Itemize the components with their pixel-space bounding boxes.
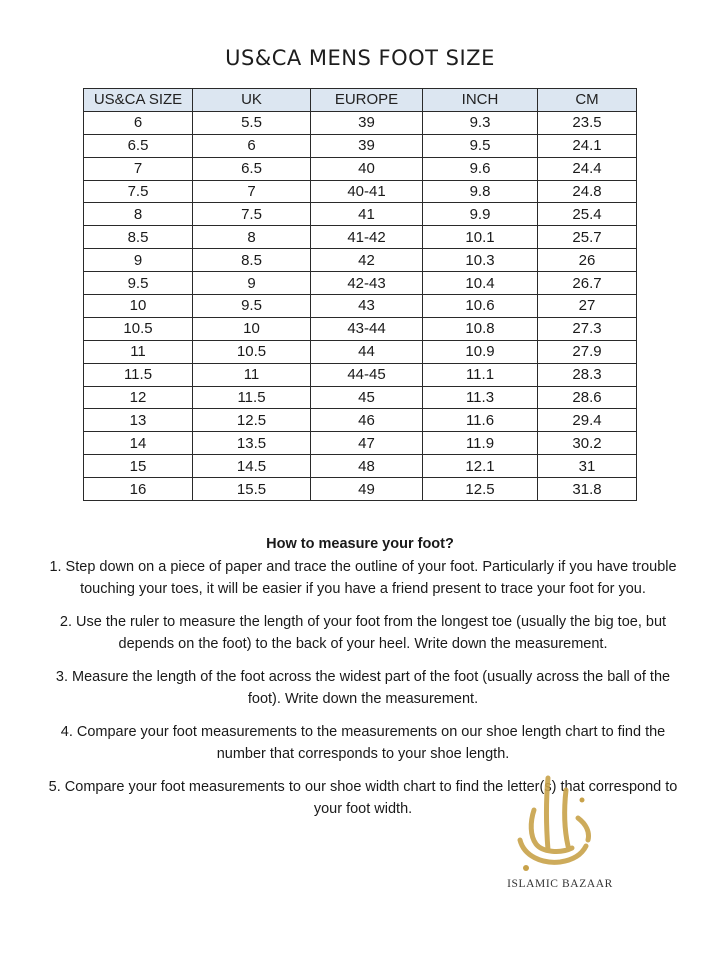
column-header-inch: INCH [423,89,538,112]
table-row [84,226,637,249]
table-cell-cm: 24.8 [538,180,637,203]
table-cell-cm: 23.5 [538,111,637,134]
table-cell-uk: 10.5 [193,340,311,363]
table-cell-europe: 39 [311,111,423,134]
instruction-step-1: 1. Step down on a piece of paper and trace the outline of your foot. Particularly if you have trouble touching your toes, it will be easier if you have a friend present to trace your foot for you. [49,559,677,597]
table-cell-europe: 44-45 [311,363,423,386]
table-row [84,111,637,134]
islamic-bazaar-logo [490,770,630,895]
table-cell-us-ca: 7.5 [84,180,193,203]
table-row [84,363,637,386]
column-header-cm: CM [538,89,637,112]
table-cell-inch: 9.6 [423,157,538,180]
instruction-step-5: 5. Compare your foot measurements to our shoe width chart to find the letter(s) that correspond to your foot width. [48,779,678,817]
table-cell-europe: 42 [311,249,423,272]
table-cell-us-ca: 7 [84,157,193,180]
table-cell-cm: 31.8 [538,478,637,501]
table-row [84,272,637,295]
table-cell-inch: 10.3 [423,249,538,272]
table-cell-uk: 11.5 [193,386,311,409]
table-cell-inch: 9.8 [423,180,538,203]
table-row [84,432,637,455]
table-cell-cm: 29.4 [538,409,637,432]
table-cell-us-ca: 11 [84,340,193,363]
table-cell-cm: 25.4 [538,203,637,226]
table-cell-inch: 11.1 [423,363,538,386]
table-cell-uk: 9.5 [193,295,311,318]
table-cell-cm: 24.1 [538,134,637,157]
table-cell-uk: 8.5 [193,249,311,272]
table-cell-inch: 9.5 [423,134,538,157]
table-cell-europe: 41 [311,203,423,226]
table-cell-cm: 26 [538,249,637,272]
table-cell-europe: 48 [311,455,423,478]
calligraphy-logo-icon [490,770,630,875]
instruction-step-3: 3. Measure the length of the foot across the widest part of the foot (usually across the ball of the foot). Write down the measurement. [55,669,671,707]
table-cell-europe: 47 [311,432,423,455]
table-cell-us-ca: 14 [84,432,193,455]
table-cell-uk: 7.5 [193,203,311,226]
table-cell-uk: 5.5 [193,111,311,134]
page-title: US&CA MENS FOOT SIZE [225,46,495,70]
table-cell-uk: 14.5 [193,455,311,478]
table-row [84,340,637,363]
table-cell-inch: 10.4 [423,272,538,295]
column-header-uk: UK [193,89,311,112]
table-cell-uk: 11 [193,363,311,386]
table-row [84,295,637,318]
table-cell-cm: 28.6 [538,386,637,409]
table-cell-europe: 41-42 [311,226,423,249]
column-header-europe: EUROPE [311,89,423,112]
table-body [84,111,637,500]
table-cell-europe: 46 [311,409,423,432]
table-cell-uk: 6.5 [193,157,311,180]
table-cell-europe: 43-44 [311,317,423,340]
table-cell-inch: 12.5 [423,478,538,501]
table-cell-us-ca: 9.5 [84,272,193,295]
table-cell-us-ca: 10.5 [84,317,193,340]
table-row [84,134,637,157]
table-cell-uk: 6 [193,134,311,157]
table-cell-us-ca: 12 [84,386,193,409]
instructions-heading: How to measure your foot? [266,536,454,552]
table-row [84,157,637,180]
table-cell-europe: 40 [311,157,423,180]
table-cell-inch: 10.8 [423,317,538,340]
table-cell-us-ca: 13 [84,409,193,432]
table-cell-us-ca: 9 [84,249,193,272]
table-cell-us-ca: 6 [84,111,193,134]
table-cell-cm: 27.9 [538,340,637,363]
table-cell-europe: 42-43 [311,272,423,295]
table-cell-us-ca: 8 [84,203,193,226]
table-row [84,249,637,272]
instruction-step-2: 2. Use the ruler to measure the length of your foot from the longest toe (usually the big toe, but depends on the foot) to the back of your heel. Write down the measurement. [59,614,667,652]
table-cell-europe: 45 [311,386,423,409]
table-cell-uk: 10 [193,317,311,340]
table-header-row [84,89,637,112]
table-cell-inch: 11.3 [423,386,538,409]
table-row [84,409,637,432]
table-cell-us-ca: 6.5 [84,134,193,157]
table-cell-cm: 26.7 [538,272,637,295]
table-cell-inch: 11.9 [423,432,538,455]
table-cell-inch: 9.9 [423,203,538,226]
table-cell-cm: 27 [538,295,637,318]
table-cell-us-ca: 11.5 [84,363,193,386]
logo-text: ISLAMIC BAZAAR [507,878,613,890]
table-cell-uk: 8 [193,226,311,249]
table-cell-cm: 28.3 [538,363,637,386]
table-cell-europe: 39 [311,134,423,157]
table-cell-cm: 25.7 [538,226,637,249]
size-chart-table [83,88,637,501]
table-cell-uk: 12.5 [193,409,311,432]
table-row [84,455,637,478]
table-row [84,478,637,501]
table-cell-cm: 30.2 [538,432,637,455]
table-cell-uk: 13.5 [193,432,311,455]
table-cell-inch: 12.1 [423,455,538,478]
table-cell-cm: 31 [538,455,637,478]
table-row [84,203,637,226]
table-cell-us-ca: 10 [84,295,193,318]
table-cell-cm: 27.3 [538,317,637,340]
table-cell-us-ca: 15 [84,455,193,478]
table-cell-europe: 44 [311,340,423,363]
table-row [84,386,637,409]
table-cell-europe: 43 [311,295,423,318]
table-row [84,317,637,340]
table-cell-us-ca: 16 [84,478,193,501]
table-cell-uk: 15.5 [193,478,311,501]
table-cell-inch: 11.6 [423,409,538,432]
table-cell-inch: 10.9 [423,340,538,363]
table-cell-cm: 24.4 [538,157,637,180]
column-header-us-ca: US&CA SIZE [84,89,193,112]
table-cell-uk: 7 [193,180,311,203]
instruction-step-4: 4. Compare your foot measurements to the measurements on our shoe length chart to find the number that corresponds to your shoe length. [60,724,666,762]
table-row [84,180,637,203]
table-cell-uk: 9 [193,272,311,295]
table-cell-europe: 49 [311,478,423,501]
table-cell-inch: 9.3 [423,111,538,134]
table-cell-europe: 40-41 [311,180,423,203]
table-cell-us-ca: 8.5 [84,226,193,249]
table-cell-inch: 10.6 [423,295,538,318]
table-cell-inch: 10.1 [423,226,538,249]
